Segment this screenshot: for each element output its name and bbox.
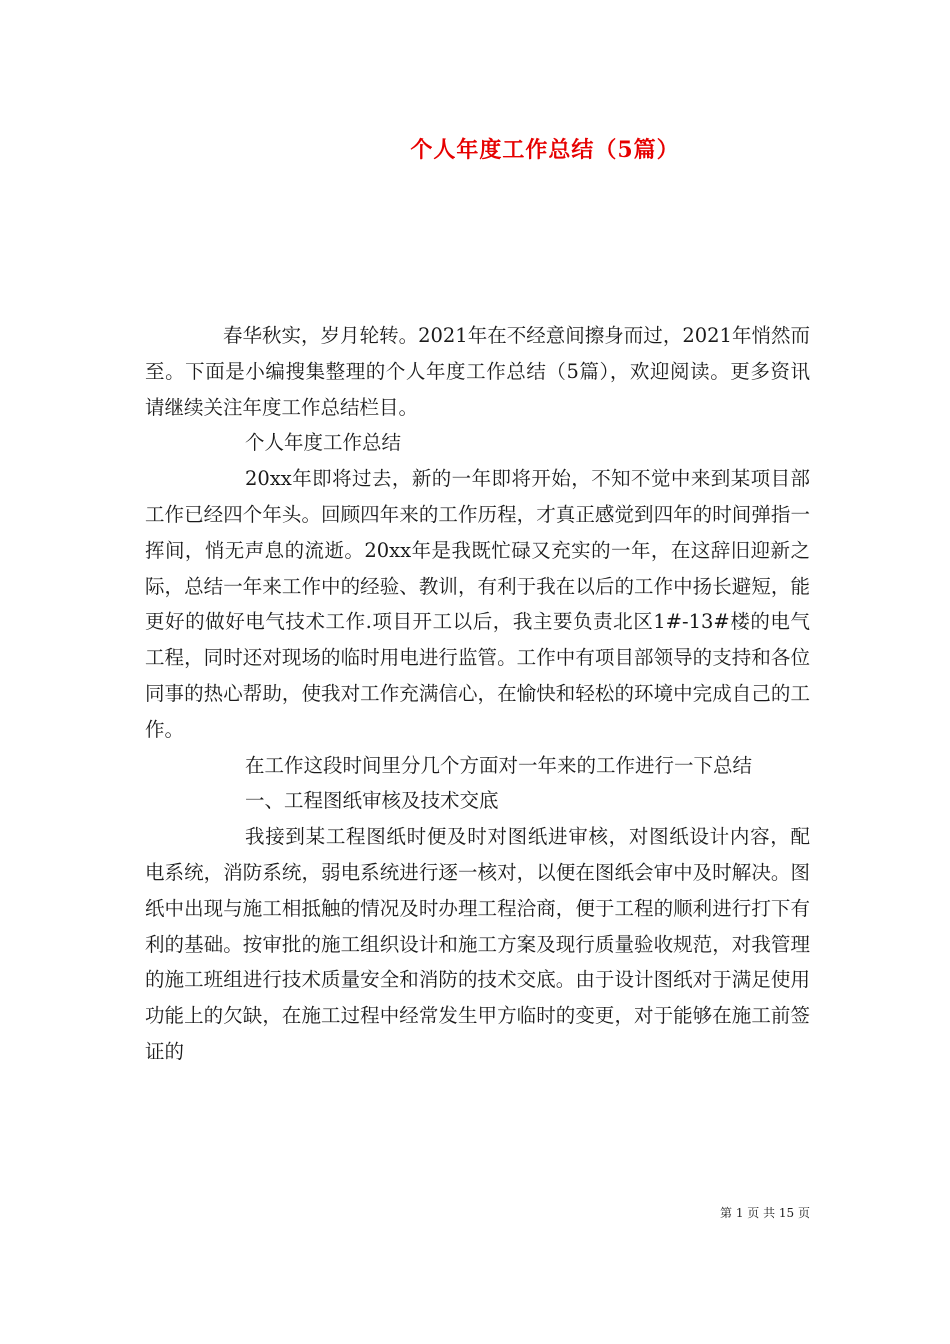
body-paragraph: 在工作这段时间里分几个方面对一年来的工作进行一下总结 <box>245 753 753 777</box>
document-body <box>145 318 810 1070</box>
page-number: 第 1 页 共 15 页 <box>720 1206 810 1220</box>
body-paragraph: 20xx年即将过去，新的一年即将开始，不知不觉中来到某项目部工作已经四个年头。回顾四年来的工作历程，才真正感觉到四年的时间弹指一挥间，悄无声息的流逝。20xx年是我既忙碌又充实的一年，在这辞旧迎新之际，总结一年来工作中的经验、教训，有利于我在以后的工作中扬长避短，能更好的做好电气技术工作.项目开工以后，我主要负责北区1#-13#楼的电气工程，同时还对现场的临时用电进行监管。工作中有项目部领导的支持和各位同事的热心帮助，使我对工作充满信心，在愉快和轻松的环境中完成自己的工作。 <box>145 467 810 741</box>
subsection-heading: 一、工程图纸审核及技术交底 <box>245 789 499 813</box>
section-heading: 个人年度工作总结 <box>245 431 402 455</box>
intro-paragraph: 春华秋实，岁月轮转。2021年在不经意间擦身而过，2021年悄然而至。下面是小编搜集整理的个人年度工作总结（5篇），欢迎阅读。更多资讯请继续关注年度工作总结栏目。 <box>145 324 810 419</box>
body-paragraph: 我接到某工程图纸时便及时对图纸进审核，对图纸设计内容，配电系统，消防系统，弱电系统进行逐一核对，以便在图纸会审中及时解决。图纸中出现与施工相抵触的情况及时办理工程洽商，便于工程的顺利进行打下有利的基础。按审批的施工组织设计和施工方案及现行质量验收规范，对我管理的施工班组进行技术质量安全和消防的技术交底。由于设计图纸对于满足使用功能上的欠缺，在施工过程中经常发生甲方临时的变更，对于能够在施工前签证的 <box>145 825 810 1063</box>
page-title: 个人年度工作总结（5篇） <box>410 137 680 163</box>
